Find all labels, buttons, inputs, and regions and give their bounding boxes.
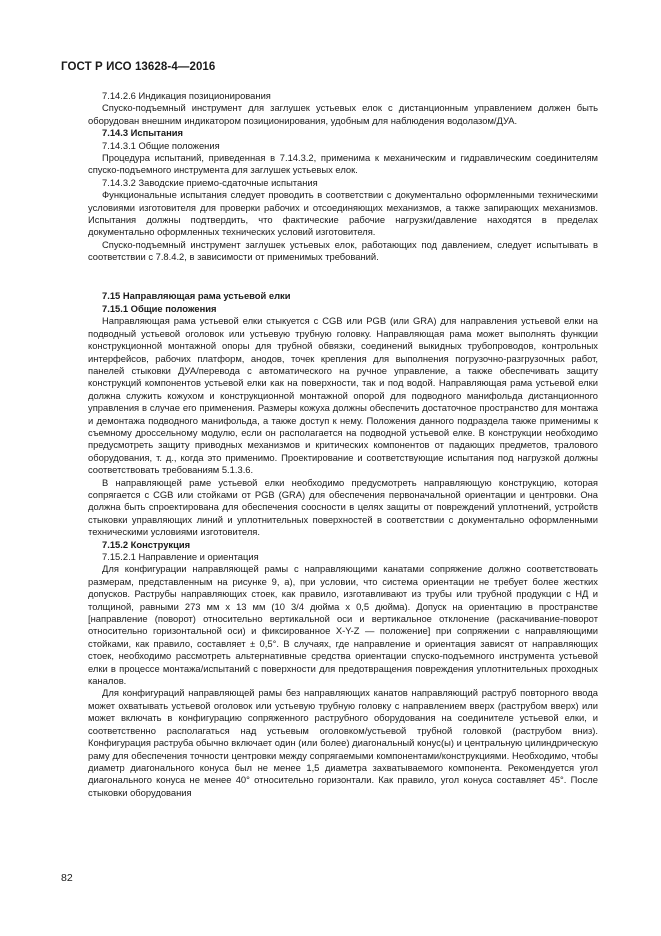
paragraph: 7.14.2.6 Индикация позиционирования xyxy=(102,90,271,101)
paragraph: Спуско-подъемный инструмент для заглушек устьевых елок с дистанционным управлением должен быть оборудован внешним индикатором позиционирования, удобным для наблюдения водолазом/ДУА. xyxy=(88,102,598,126)
section-heading: 7.15.1 Общие положения xyxy=(102,302,217,314)
paragraph: Направляющая рама устьевой елки стыкуется с CGB или PGB (или GRA) для направления устьевой елки на подводный устьевой оголовок или устьевую трубную головку. Направляющая рама может выполнять функции конструкционной монтажной опоры для трубной обвязки, соединений выкидных трубопроводов, контрольных интерфейсов, рабочих платформ, анодов, точек крепления для выполнения погрузочно-разгрузочных работ, панелей стыковки ДУА/перевода с автоматического на ручное управление, а также обеспечивать защиту конструкций компонентов устьевой елки как на поверхности, так и под водой. Направляющая рама устьевой елки должна служить кожухом и конструкционной монтажной опорой для подводного манифольда дистанционного управления в случае его применения. Размеры кожуха должны обеспечить достаточное пространство для монтажа и демонтажа подводного манифольда, а также доступ к нему. Положения данного подраздела также применимы к съемному дроссельному модулю, если он располагается на подводной устьевой елке. В конструкции необходимо предусмотреть защиту приводных механизмов и критических компонентов от падающих предметов, тралового оборудования, т. д., когда это применимо. Проектирование и соответствующие испытания под нагрузкой должны соответствовать требованиям 5.1.3.6. xyxy=(88,315,598,476)
paragraph: Спуско-подъемный инструмент заглушек устьевых елок, работающих под давлением, следует испытывать в соответствии с 7.8.4.2, в зависимости от применимых требований. xyxy=(88,238,598,263)
paragraph: 7.14.3.2 Заводские приемо-сдаточные испытания xyxy=(102,176,318,188)
page-number: 82 xyxy=(61,872,73,884)
paragraph: 7.15.2.1 Направление и ориентация xyxy=(102,551,259,562)
section-heading: 7.15.2 Конструкция xyxy=(102,538,191,550)
section-gap xyxy=(88,273,598,281)
document-header: ГОСТ Р ИСО 13628-4—2016 xyxy=(61,61,216,73)
document-body xyxy=(88,90,598,799)
paragraph: Для конфигурации направляющей рамы с направляющими канатами сопряжение должно соответствовать размерам, представленным на рисунке 9, а), при условии, что система ориентации не требует более жестких допусков. Раструбы направляющих стоек, как правило, изготавливают из трубы или трубной продукции с НД и толщиной, равными 273 мм х 13 мм (10 3/4 дюйма х 0,5 дюйма). Допуск на ориентацию в пространстве [направление (поворот) относительно вертикальной оси и вертикальное отклонение (раскачивание-поворот относительно горизонтальной оси) и фиксированное X-Y-Z — положение] при сопряжении с направляющими стойками, как правило, составляет ± 0,5°. В случаях, где направление и ориентация зависят от направляющих стоек, необходимо рассмотреть альтернативные средства ориентации спуско-подъемного инструмента устьевой елки в процессе монтажа/испытаний с поверхности для предотвращения повреждения уплотнительных проходных каналов. xyxy=(88,563,598,687)
paragraph: В направляющей раме устьевой елки необходимо предусмотреть направляющую конструкцию, которая сопрягается с CGB или стойками от PGB (GRA) для обеспечения первоначальной ориентации и центровки. Она должна быть спроектирована для обеспечения соосности в целях защиты от повреждений уплотнений, устройств стыковки управляющих линий и уплотнительных поверхностей в соответствии с документально оформленными техническими условиями изготовителя. xyxy=(88,476,598,538)
section-heading: 7.14.3 Испытания xyxy=(102,127,183,139)
section-heading: 7.15 Направляющая рама устьевой елки xyxy=(102,290,291,302)
paragraph: 7.14.3.1 Общие положения xyxy=(102,139,220,151)
paragraph: Процедура испытаний, приведенная в 7.14.3.2, применима к механическим и гидравлическим соединителям спуско-подъемного инструмента для заглушек устьевых елок. xyxy=(88,152,598,176)
paragraph: Для конфигураций направляющей рамы без направляющих канатов направляющий раструб повторного ввода может охватывать устьевой оголовок или устьевую трубную головку с направлением вверх (раструбом вверх) или может включать в конфигурацию сопряженного раструбного оборудования на соединителе устьевой елки, и соответственно располагаться над устьевым оголовком/устьевой трубной головкой (раструбом вниз). Конфигурация раструба обычно включает один (или более) диагональный конус(ы) и центральную цилиндрическую раму для обеспечения точности центровки между сопрягаемыми компонентами/конструкциями. Необходимо, чтобы диаметр диагонального конуса был не менее 1,5 диаметра захватываемого компонента. Рекомендуется угол диагонального конуса не менее 40° относительно горизонтали. Как правило, угол конуса составляет 45°. После стыковки оборудования xyxy=(88,687,598,798)
paragraph: Функциональные испытания следует проводить в соответствии с документально оформленными техническими условиями изготовителя для проверки рабочих и отсоединяющих механизмов, а также запирающих механизмов. Испытания должны подтвердить, что фактические рабочие нагрузки/давление находятся в пределах документально оформленных технических условий изготовителя. xyxy=(88,189,598,238)
